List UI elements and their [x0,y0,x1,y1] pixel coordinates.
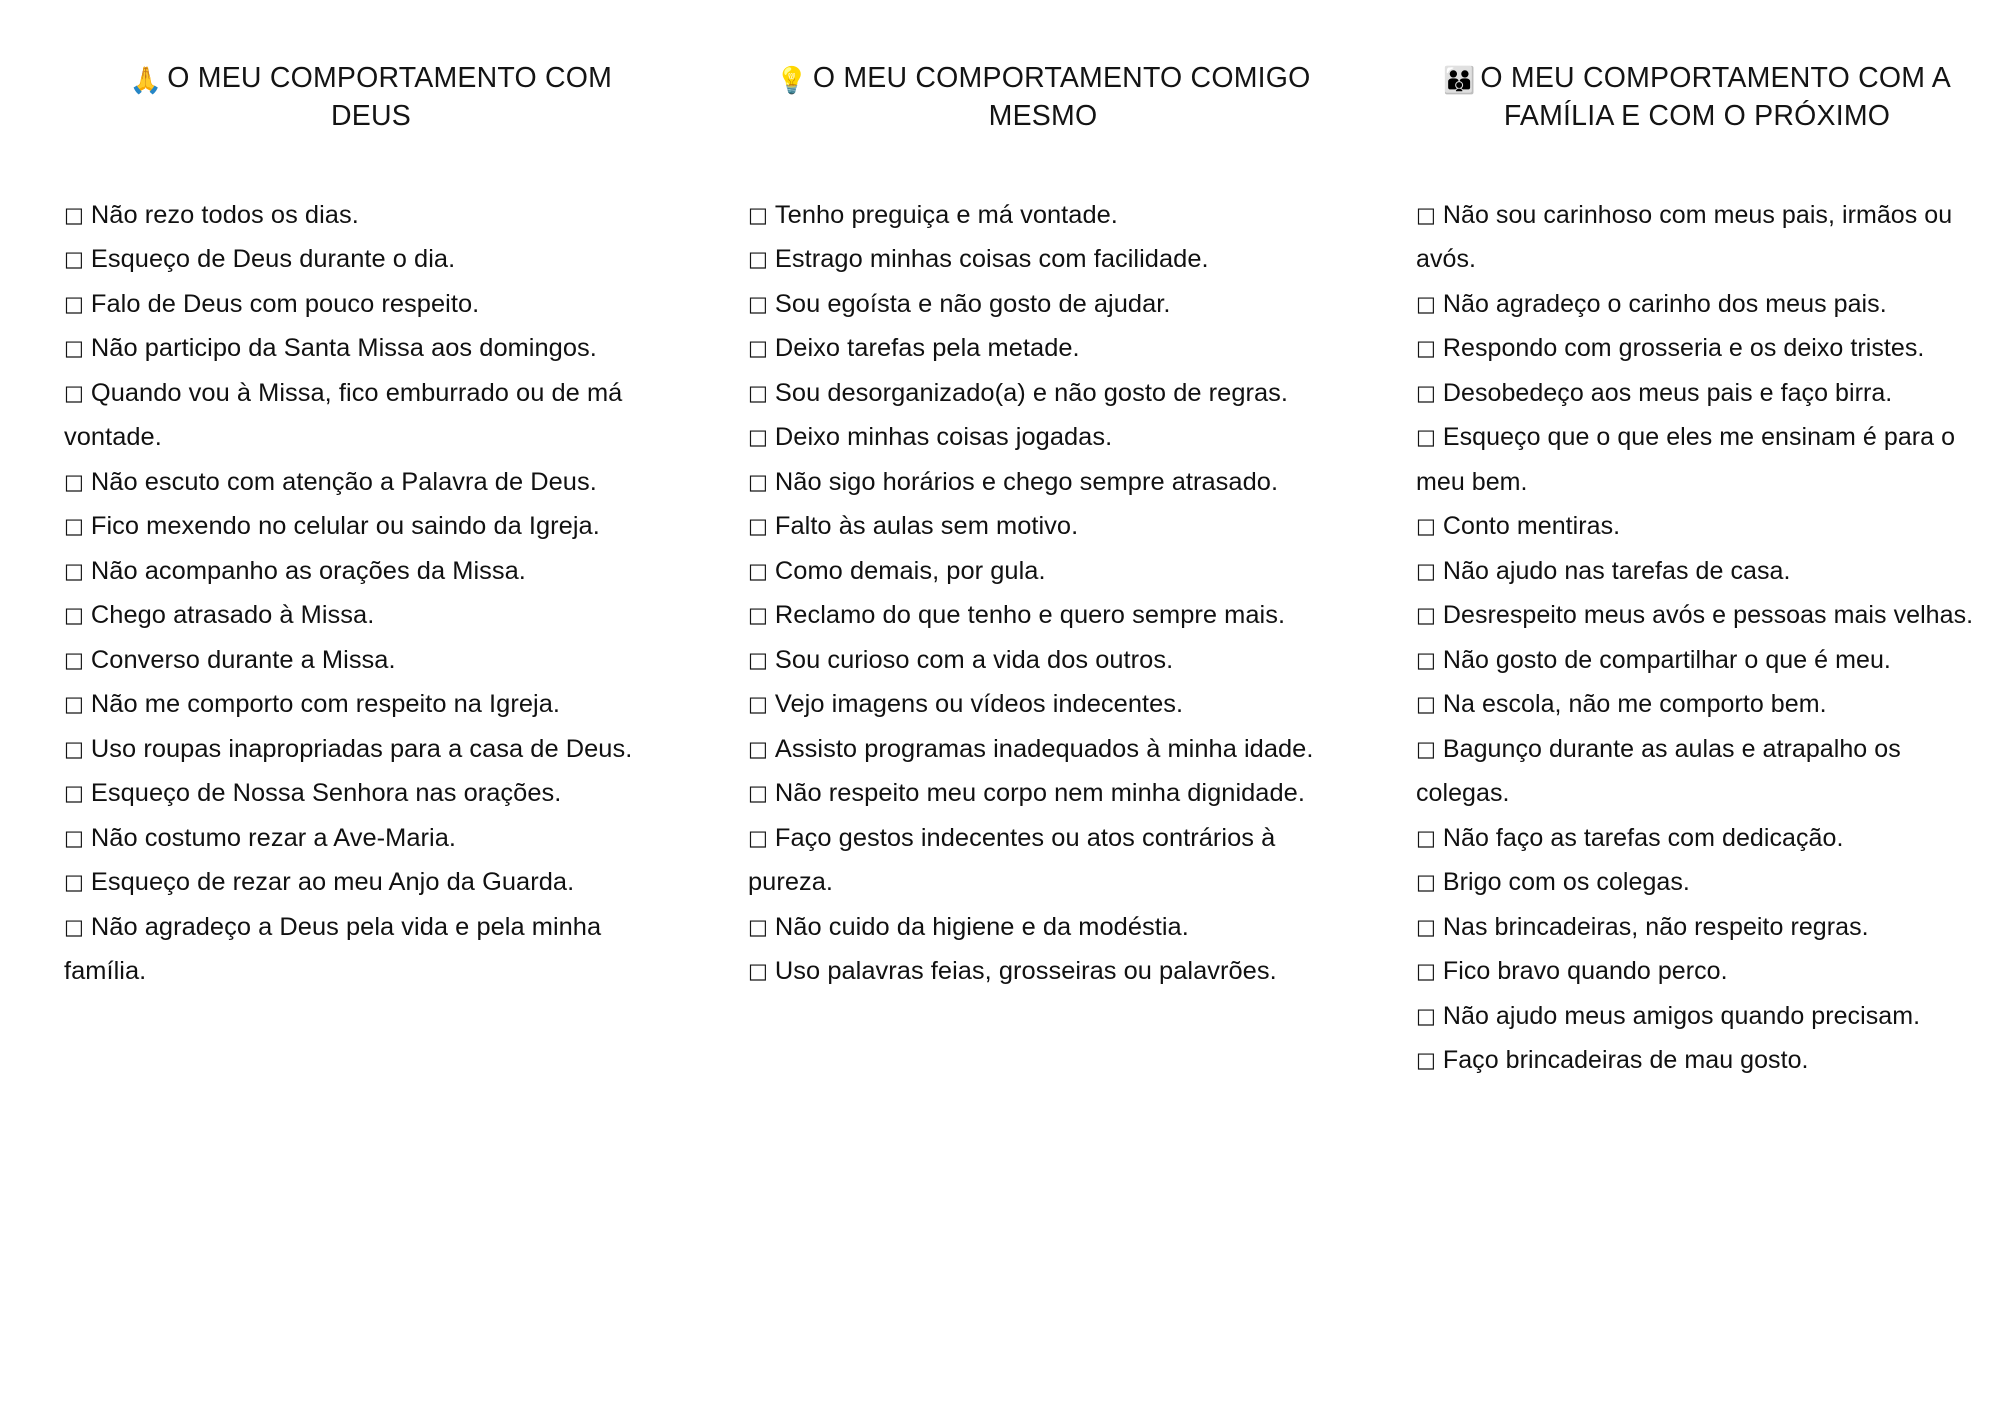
column-1-title: O MEU COMPORTAMENTO COM DEUS [167,62,613,133]
checklist-item-label: Sou desorganizado(a) e não gosto de regras. [774,378,1289,407]
checklist-item[interactable] [64,549,678,594]
checklist-item-label: Não agradeço o carinho dos meus pais. [1442,289,1887,318]
checkbox-icon[interactable]: □ [748,247,768,272]
checkbox-icon[interactable]: □ [64,914,84,939]
checklist-item[interactable] [64,905,678,994]
checkbox-icon[interactable]: □ [748,425,768,450]
checklist-item[interactable] [748,727,1338,772]
checklist-item[interactable] [748,460,1338,505]
column-2-checklist [748,193,1338,994]
column-comportamento-com-deus [36,40,696,994]
column-3-checklist [1416,193,1978,1083]
checklist-item[interactable] [1416,371,1978,416]
column-3-title: O MEU COMPORTAMENTO COM A FAMÍLIA E COM O PRÓXIMO [1480,62,1951,133]
checkbox-icon[interactable]: □ [1416,692,1436,717]
checkbox-icon[interactable]: □ [1416,914,1436,939]
checkbox-icon[interactable]: □ [1416,1048,1436,1073]
checklist-item-label: Conto mentiras. [1442,512,1621,541]
checklist-item[interactable] [748,682,1338,727]
checklist-item[interactable] [1416,549,1978,594]
checklist-item-label: Fico mexendo no celular ou saindo da Igreja. [90,512,600,541]
family-icon: 👪 [1443,66,1476,96]
checklist-item-label: Vejo imagens ou vídeos indecentes. [774,690,1184,719]
checkbox-icon[interactable]: □ [64,736,84,761]
checkbox-icon[interactable]: □ [748,736,768,761]
checklist-item-label: Não costumo rezar a Ave-Maria. [90,823,457,852]
checkbox-icon[interactable]: □ [1416,380,1436,405]
checklist-item-label: Deixo tarefas pela metade. [774,334,1080,363]
checklist-item[interactable] [1416,682,1978,727]
checklist-item-label: Chego atrasado à Missa. [90,601,375,630]
checklist-item[interactable] [1416,1038,1978,1083]
checklist-item-label: Esqueço que o que eles me ensinam é para o meu bem. [1416,423,1956,496]
checklist-item-label: Nas brincadeiras, não respeito regras. [1442,912,1869,941]
checkbox-icon[interactable]: □ [748,959,768,984]
checklist-item[interactable] [1416,727,1978,816]
checklist-item[interactable] [748,549,1338,594]
checklist-item-label: Bagunço durante as aulas e atrapalho os colegas. [1416,734,1901,808]
checklist-item[interactable] [748,816,1338,905]
checklist-item-label: Sou egoísta e não gosto de ajudar. [774,289,1171,318]
checkbox-icon[interactable]: □ [64,603,84,628]
checklist-item-label: Tenho preguiça e má vontade. [774,200,1118,229]
checklist-item[interactable] [1416,949,1978,994]
checklist-item-label: Esqueço de rezar ao meu Anjo da Guarda. [90,868,575,897]
column-1-checklist [64,193,678,994]
checklist-item-label: Não agradeço a Deus pela vida e pela minha família. [64,912,602,986]
column-comportamento-com-familia-e-proximo [1356,40,1996,1083]
checkbox-icon[interactable]: □ [64,870,84,895]
checklist-item[interactable] [64,282,678,327]
checklist-item-label: Brigo com os colegas. [1442,868,1690,897]
light-bulb-icon: 💡 [775,66,808,96]
checklist-item[interactable] [64,237,678,282]
checkbox-icon[interactable]: □ [748,291,768,316]
checklist-item[interactable] [748,905,1338,950]
column-3-heading [1416,60,1978,135]
checklist-item-label: Como demais, por gula. [774,556,1046,585]
checklist-item-label: Não faço as tarefas com dedicação. [1442,823,1844,852]
checklist-item-label: Converso durante a Missa. [90,645,396,674]
checklist-item-label: Uso roupas inapropriadas para a casa de Deus. [90,734,633,763]
checklist-item[interactable] [64,682,678,727]
checklist-item[interactable] [1416,193,1978,282]
checkbox-icon[interactable]: □ [1416,736,1436,761]
column-comportamento-comigo-mesmo [696,40,1356,994]
checklist-item[interactable] [64,460,678,505]
column-1-heading [64,60,678,135]
checklist-item[interactable] [64,860,678,905]
checklist-item[interactable] [1416,816,1978,861]
checkbox-icon[interactable]: □ [748,336,768,361]
checklist-item-label: Não sigo horários e chego sempre atrasado. [774,467,1279,496]
checkbox-icon[interactable]: □ [748,558,768,583]
checkbox-icon[interactable]: □ [1416,1003,1436,1028]
checkbox-icon[interactable]: □ [64,469,84,494]
checklist-item-label: Assisto programas inadequados à minha idade. [774,734,1314,763]
checklist-item[interactable] [1416,860,1978,905]
checklist-item-label: Não rezo todos os dias. [90,200,359,229]
column-2-heading [748,60,1338,135]
checklist-item-label: Não respeito meu corpo nem minha dignidade. [774,779,1305,808]
checkbox-icon[interactable]: □ [748,202,768,227]
checklist-item[interactable] [748,593,1338,638]
checklist-item-label: Não ajudo nas tarefas de casa. [1442,556,1791,585]
checklist-item-label: Não cuido da higiene e da modéstia. [774,912,1189,941]
checkbox-icon[interactable]: □ [748,469,768,494]
checkbox-icon[interactable]: □ [748,825,768,850]
checklist-item-label: Falo de Deus com pouco respeito. [90,289,480,318]
checklist-item[interactable] [1416,282,1978,327]
checkbox-icon[interactable]: □ [748,781,768,806]
checkbox-icon[interactable]: □ [1416,959,1436,984]
checkbox-icon[interactable]: □ [64,647,84,672]
checkbox-icon[interactable]: □ [1416,558,1436,583]
checklist-item[interactable] [748,504,1338,549]
checkbox-icon[interactable]: □ [64,825,84,850]
checklist-item[interactable] [1416,415,1978,504]
checklist-item-label: Falto às aulas sem motivo. [774,512,1079,541]
checkbox-icon[interactable]: □ [748,603,768,628]
checklist-item-label: Esqueço de Deus durante o dia. [90,245,456,274]
checklist-item[interactable] [64,638,678,683]
checklist-item[interactable] [64,593,678,638]
checklist-item[interactable] [64,371,678,460]
checklist-item[interactable] [748,193,1338,238]
checklist-item-label: Faço gestos indecentes ou atos contrários à pureza. [748,823,1276,897]
folded-hands-icon: 🙏 [129,66,163,96]
checklist-item[interactable] [64,326,678,371]
checkbox-icon[interactable]: □ [748,692,768,717]
checkbox-icon[interactable]: □ [64,380,84,405]
checklist-item-label: Quando vou à Missa, fico emburrado ou de má vontade. [64,378,623,452]
checklist-item-label: Não sou carinhoso com meus pais, irmãos ou avós. [1416,200,1953,274]
checklist-item-label: Não escuto com atenção a Palavra de Deus. [90,467,597,496]
checklist-item-label: Fico bravo quando perco. [1442,957,1728,986]
checkbox-icon[interactable]: □ [64,514,84,539]
checklist-item[interactable] [748,371,1338,416]
checkbox-icon[interactable]: □ [64,291,84,316]
checklist-item[interactable] [64,193,678,238]
checkbox-icon[interactable]: □ [748,914,768,939]
checkbox-icon[interactable]: □ [1416,425,1436,450]
checklist-item[interactable] [748,771,1338,816]
checkbox-icon[interactable]: □ [64,247,84,272]
checklist-item[interactable] [748,326,1338,371]
checkbox-icon[interactable]: □ [1416,870,1436,895]
checklist-item[interactable] [748,237,1338,282]
checklist-item[interactable] [1416,326,1978,371]
checklist-item[interactable] [748,415,1338,460]
checklist-item[interactable] [64,771,678,816]
checkbox-icon[interactable]: □ [64,336,84,361]
checkbox-icon[interactable]: □ [1416,514,1436,539]
checklist-item[interactable] [1416,638,1978,683]
checklist-item-label: Não gosto de compartilhar o que é meu. [1442,645,1891,674]
checklist-item[interactable] [64,727,678,772]
checkbox-icon[interactable]: □ [1416,291,1436,316]
checklist-item-label: Desrespeito meus avós e pessoas mais velhas. [1442,601,1974,630]
checklist-item[interactable] [1416,593,1978,638]
checkbox-icon[interactable]: □ [1416,603,1436,628]
checklist-item-label: Não acompanho as orações da Missa. [90,556,526,585]
checklist-item[interactable] [64,504,678,549]
checkbox-icon[interactable]: □ [748,647,768,672]
checklist-item[interactable] [1416,994,1978,1039]
checkbox-icon[interactable]: □ [1416,202,1436,227]
checklist-item-label: Reclamo do que tenho e quero sempre mais. [774,601,1286,630]
checklist-item[interactable] [64,816,678,861]
checkbox-icon[interactable]: □ [748,514,768,539]
checkbox-icon[interactable]: □ [748,380,768,405]
checklist-item-label: Não ajudo meus amigos quando precisam. [1442,1001,1921,1030]
checklist-item-label: Deixo minhas coisas jogadas. [774,423,1113,452]
checkbox-icon[interactable]: □ [64,781,84,806]
checklist-item-label: Não participo da Santa Missa aos domingos. [90,334,597,363]
checklist-item-label: Não me comporto com respeito na Igreja. [90,690,560,719]
checklist-item[interactable] [1416,905,1978,950]
checklist-item[interactable] [748,949,1338,994]
checkbox-icon[interactable]: □ [64,202,84,227]
checklist-item-label: Esqueço de Nossa Senhora nas orações. [90,779,562,808]
checkbox-icon[interactable]: □ [1416,825,1436,850]
checkbox-icon[interactable]: □ [64,558,84,583]
checkbox-icon[interactable]: □ [64,692,84,717]
checklist-item-label: Estrago minhas coisas com facilidade. [774,245,1209,274]
checklist-item[interactable] [748,282,1338,327]
checklist-item-label: Respondo com grosseria e os deixo tristes. [1442,334,1925,363]
checklist-item-label: Faço brincadeiras de mau gosto. [1442,1046,1809,1075]
checkbox-icon[interactable]: □ [1416,336,1436,361]
checklist-item-label: Sou curioso com a vida dos outros. [774,645,1174,674]
checklist-item-label: Na escola, não me comporto bem. [1442,690,1827,719]
checklist-item[interactable] [748,638,1338,683]
checklist-item-label: Desobedeço aos meus pais e faço birra. [1442,378,1893,407]
checklist-item[interactable] [1416,504,1978,549]
checkbox-icon[interactable]: □ [1416,647,1436,672]
column-2-title: O MEU COMPORTAMENTO COMIGO MESMO [812,62,1311,133]
checklist-item-label: Uso palavras feias, grosseiras ou palavrões. [774,957,1277,986]
